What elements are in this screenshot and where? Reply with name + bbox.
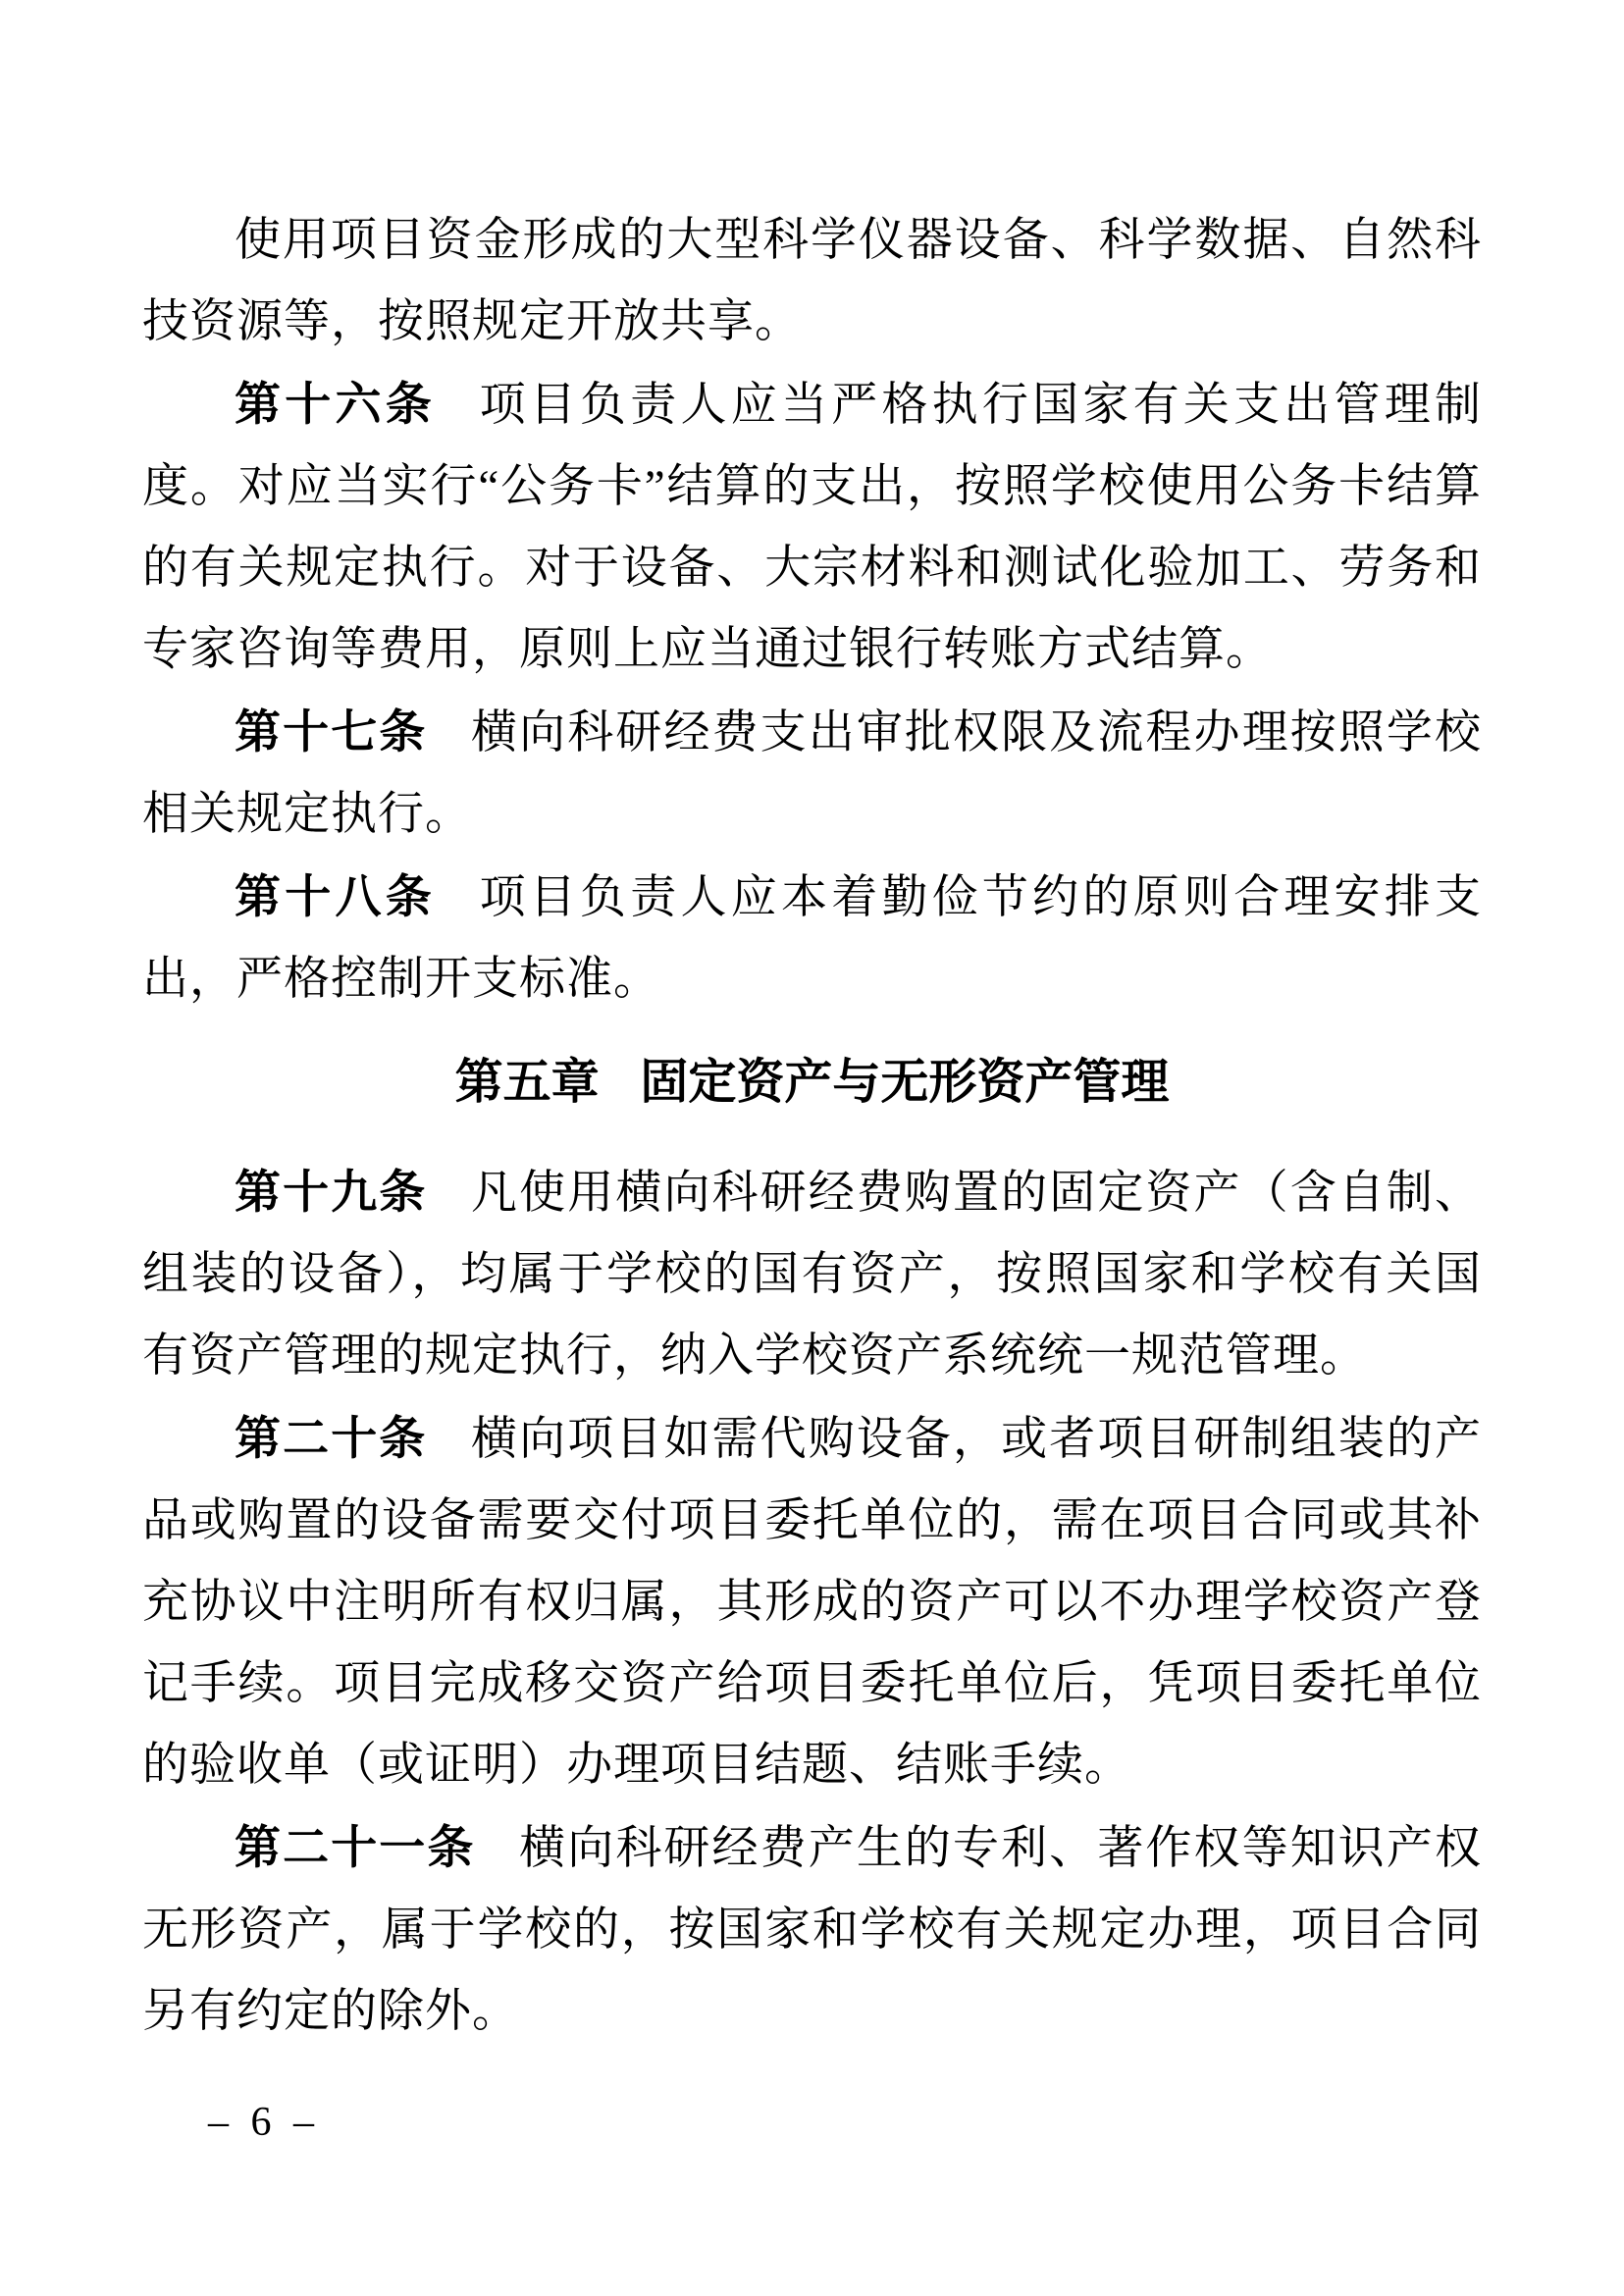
chapter-5-number: 第五章 bbox=[454, 1056, 600, 1109]
document-body bbox=[142, 200, 1482, 2053]
article-18-text: 项目负责人应本着勤俭节约的原则合理安排支出，严格控制开支标准。 bbox=[142, 872, 1483, 1005]
page-number: – 6 – bbox=[208, 2100, 320, 2145]
article-18-number: 第十八条 bbox=[235, 870, 436, 922]
article-20-paragraph bbox=[142, 1397, 1482, 1806]
article-21-paragraph bbox=[142, 1806, 1482, 2053]
article-19-paragraph bbox=[142, 1151, 1482, 1397]
article-16-paragraph bbox=[142, 363, 1482, 691]
article-21-text: 横向科研经费产生的专利、著作权等知识产权无形资产，属于学校的，按国家和学校有关规定办理，项目合同另有约定的除外。 bbox=[142, 1823, 1483, 2037]
article-17-paragraph bbox=[142, 691, 1482, 856]
article-18-paragraph bbox=[142, 856, 1482, 1020]
article-20-text: 横向项目如需代购设备，或者项目研制组装的产品或购置的设备需要交付项目委托单位的，需在项目合同或其补充协议中注明所有权归属，其形成的资产可以不办理学校资产登记手续。项目完成移交资产给项目委托单位后，凭项目委托单位的验收单（或证明）办理项目结题、结账手续。 bbox=[142, 1414, 1483, 1791]
chapter-5-title: 固定资产与无形资产管理 bbox=[640, 1056, 1170, 1109]
chapter-5-heading bbox=[142, 1042, 1482, 1123]
article-21-number: 第二十一条 bbox=[235, 1821, 476, 1873]
article-19-text: 凡使用横向科研经费购置的固定资产（含自制、组装的设备），均属于学校的国有资产，按照国家和学校有关国有资产管理的规定执行，纳入学校资产系统统一规范管理。 bbox=[142, 1168, 1483, 1382]
article-17-text: 横向科研经费支出审批权限及流程办理按照学校相关规定执行。 bbox=[142, 707, 1483, 840]
paragraph-open-sharing: 使用项目资金形成的大型科学仪器设备、科学数据、自然科技资源等，按照规定开放共享。 bbox=[142, 215, 1482, 347]
article-19-number: 第十九条 bbox=[235, 1166, 428, 1218]
page-footer bbox=[208, 2098, 320, 2147]
article-16-number: 第十六条 bbox=[235, 378, 436, 430]
article-20-number: 第二十条 bbox=[235, 1412, 428, 1464]
article-17-number: 第十七条 bbox=[235, 705, 428, 757]
article-16-text: 项目负责人应当严格执行国家有关支出管理制度。对应当实行“公务卡”结算的支出，按照学校使用公务卡结算的有关规定执行。对于设备、大宗材料和测试化验加工、劳务和专家咨询等费用，原则上应当通过银行转账方式结算。 bbox=[142, 380, 1483, 675]
